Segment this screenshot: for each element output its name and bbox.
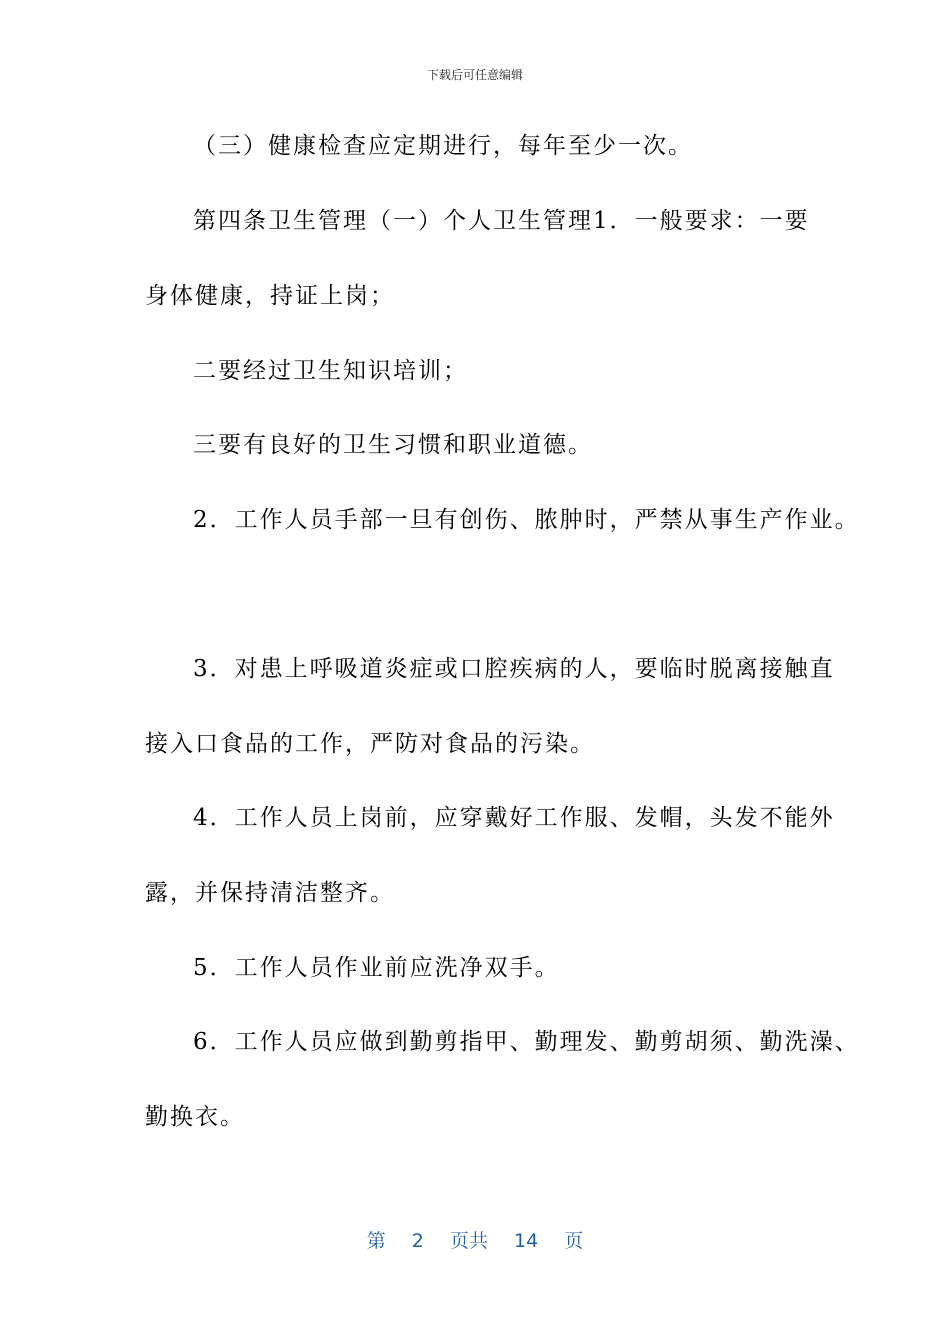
page-footer [0, 1226, 950, 1253]
header-note: 下载后可任意编辑 [426, 68, 523, 82]
paragraph-line: 2．工作人员手部一旦有创伤、脓肿时，严禁从事生产作业。 [193, 507, 860, 533]
current-page-number: 2 [411, 1230, 424, 1252]
paragraph-line: 二要经过卫生知识培训； [193, 358, 468, 384]
footer-suffix: 页 [564, 1230, 584, 1252]
paragraph-line: 身体健康，持证上岗； [145, 283, 395, 309]
paragraph-line: 4．工作人员上岗前，应穿戴好工作服、发帽，头发不能外 [193, 805, 835, 831]
paragraph-line: 第四条卫生管理（一）个人卫生管理1．一般要求：一要 [193, 208, 810, 234]
paragraph-line: 6．工作人员应做到勤剪指甲、勤理发、勤剪胡须、勤洗澡、 [193, 1029, 860, 1055]
paragraph-line: 3．对患上呼吸道炎症或口腔疾病的人，要临时脱离接触直 [193, 656, 835, 682]
paragraph-line: 露，并保持清洁整齐。 [145, 880, 395, 906]
paragraph-line: 5．工作人员作业前应洗净双手。 [193, 955, 560, 981]
paragraph-line: 勤换衣。 [145, 1104, 245, 1130]
total-page-count: 14 [514, 1230, 539, 1252]
footer-middle: 页共 [449, 1230, 488, 1252]
footer-prefix: 第 [366, 1230, 386, 1252]
paragraph-line: （三）健康检查应定期进行，每年至少一次。 [193, 133, 693, 159]
paragraph-line: 三要有良好的卫生习惯和职业道德。 [193, 432, 593, 458]
paragraph-line: 接入口食品的工作，严防对食品的污染。 [145, 731, 595, 757]
